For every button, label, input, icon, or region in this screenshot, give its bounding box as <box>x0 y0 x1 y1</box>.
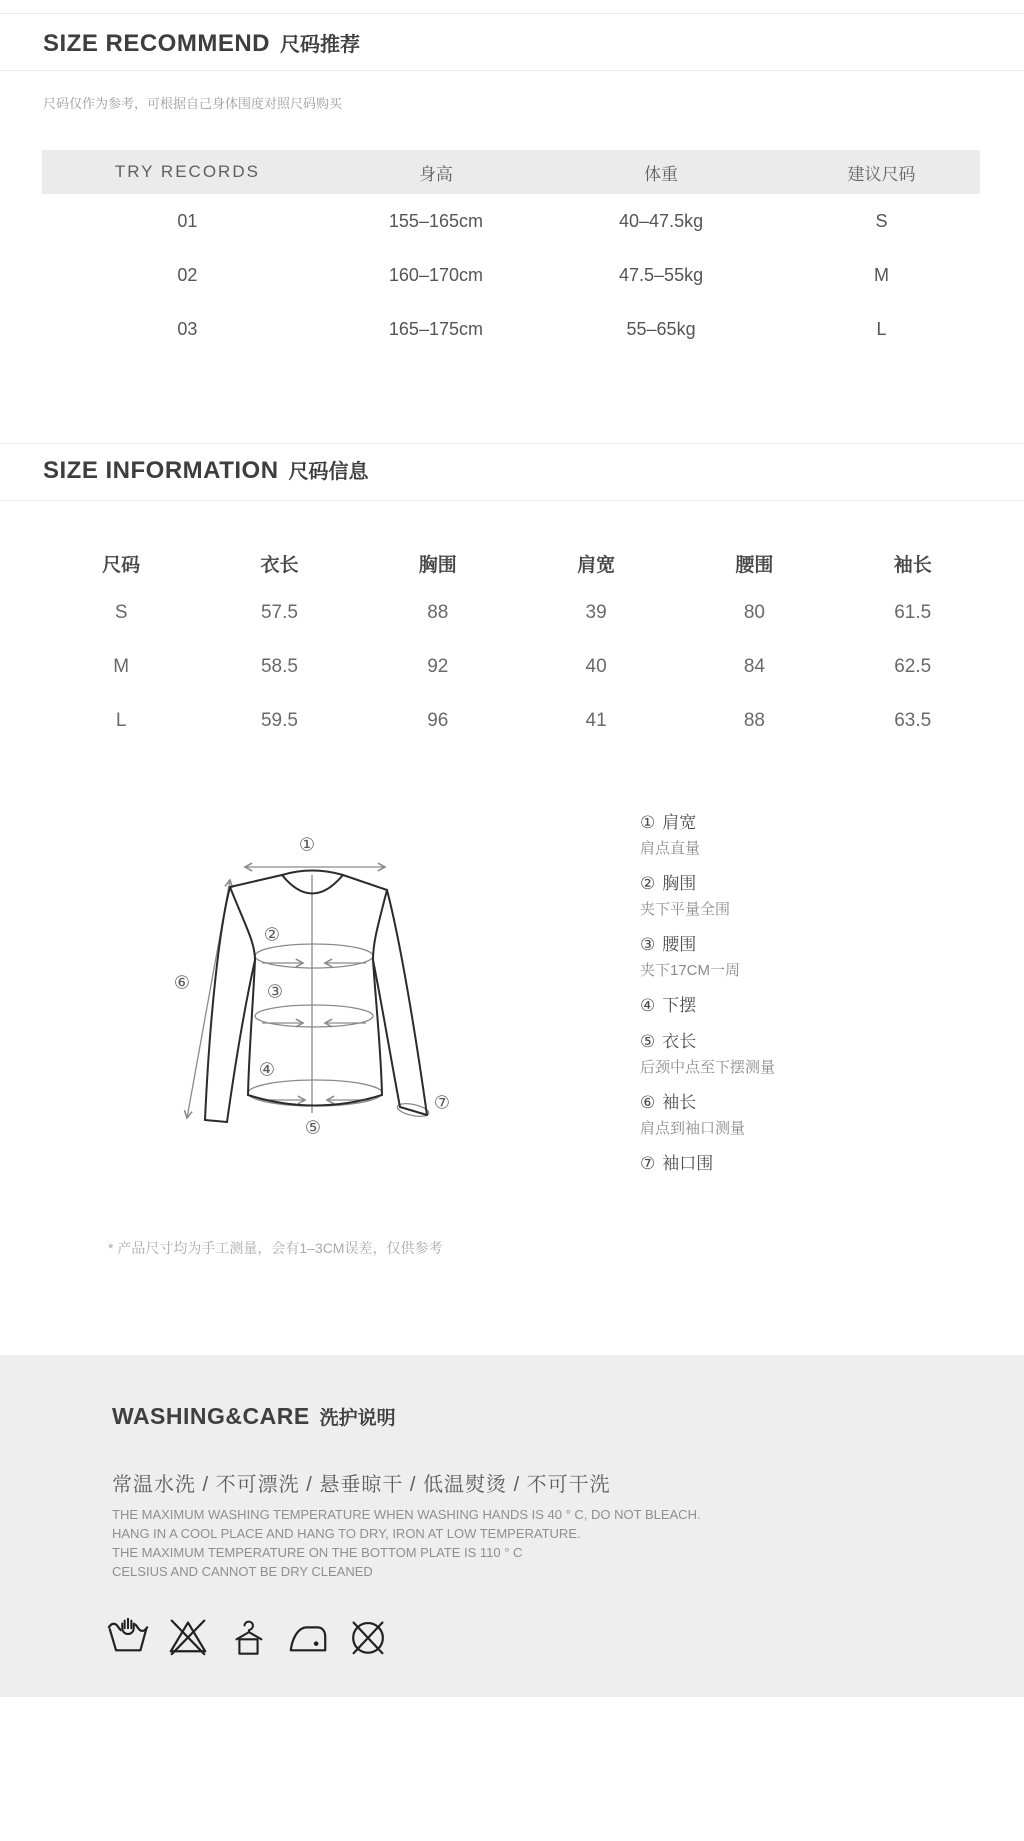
table-cell: 57.5 <box>260 602 298 623</box>
legend-num: ⑥ <box>640 1093 656 1112</box>
size-recommend-title-cn: 尺码推荐 <box>280 34 361 56</box>
size-information-title-cn: 尺码信息 <box>288 461 369 483</box>
legend-item <box>640 810 960 861</box>
legend-desc: 后颈中点至下摆测量 <box>640 1059 776 1076</box>
table-cell: L <box>115 710 127 731</box>
table-cell: S <box>114 602 128 623</box>
size-recommend-title-en: SIZE RECOMMEND <box>43 30 271 57</box>
table-header-cell: 胸围 <box>418 554 457 576</box>
legend-desc: 肩点直量 <box>640 840 701 857</box>
no-dry-clean-icon <box>346 1613 390 1657</box>
legend-desc: 夹下17CM一周 <box>640 962 741 979</box>
legend-num: ⑦ <box>640 1154 656 1173</box>
legend-item <box>640 1151 960 1177</box>
legend-label: 胸围 <box>662 874 697 893</box>
hand-wash-icon <box>106 1613 150 1657</box>
legend-item <box>640 871 960 922</box>
size-information-title <box>43 455 369 485</box>
diagram-marker-2: ② <box>263 924 281 945</box>
table-header-cell: 建议尺码 <box>847 164 916 184</box>
table-cell: 58.5 <box>260 656 298 677</box>
divider <box>0 500 1024 501</box>
care-instructions-en <box>112 1505 701 1581</box>
legend-num: ① <box>640 813 656 832</box>
table-cell: S <box>875 210 888 231</box>
iron-low-temp-icon <box>286 1613 330 1657</box>
table-cell: 02 <box>177 264 198 285</box>
table-cell: 39 <box>585 602 607 623</box>
care-line-en: CELSIUS AND CANNOT BE DRY CLEANED <box>112 1564 373 1579</box>
table-cell: 165–175cm <box>388 318 483 339</box>
legend-label: 衣长 <box>662 1032 697 1051</box>
table-row <box>42 194 980 248</box>
legend-item <box>640 993 960 1019</box>
table-cell: 62.5 <box>894 656 932 677</box>
washing-care-section <box>0 1355 1024 1697</box>
size-recommend-title <box>43 28 360 58</box>
table-cell: 55–65kg <box>626 318 696 339</box>
table-header-row <box>42 540 992 586</box>
care-line-en: THE MAXIMUM WASHING TEMPERATURE WHEN WASHING HANDS IS 40 ° C, DO NOT BLEACH. <box>112 1507 701 1522</box>
table-row <box>42 248 980 302</box>
table-cell: 96 <box>427 710 449 731</box>
table-header-cell: 尺码 <box>102 554 141 576</box>
legend-num: ② <box>640 874 656 893</box>
care-icons-row <box>106 1613 390 1657</box>
table-cell: 41 <box>585 710 607 731</box>
table-cell: 61.5 <box>894 602 932 623</box>
table-cell: M <box>873 264 889 285</box>
diagram-marker-6: ⑥ <box>173 972 191 993</box>
size-information-title-en: SIZE INFORMATION <box>43 457 279 484</box>
legend-desc: 夹下平量全围 <box>640 901 731 918</box>
diagram-marker-4: ④ <box>258 1059 276 1080</box>
legend-num: ④ <box>640 996 656 1015</box>
legend-item <box>640 932 960 983</box>
washing-care-title <box>112 1403 396 1430</box>
legend-item <box>640 1090 960 1141</box>
table-row <box>42 302 980 356</box>
table-cell: L <box>876 318 887 339</box>
care-instructions-cn: 常温水洗 / 不可漂洗 / 悬垂晾干 / 低温熨烫 / 不可干洗 <box>112 1474 611 1496</box>
table-header-row <box>42 150 980 194</box>
try-records-table <box>42 150 980 356</box>
table-cell: 92 <box>427 656 449 677</box>
table-header-cell: 腰围 <box>735 554 774 576</box>
care-line-en: HANG IN A COOL PLACE AND HANG TO DRY, IRON AT LOW TEMPERATURE. <box>112 1526 581 1541</box>
table-cell: 63.5 <box>894 710 932 731</box>
table-cell: 01 <box>177 210 198 231</box>
size-information-table <box>42 540 992 748</box>
legend-num: ⑤ <box>640 1032 656 1051</box>
legend-desc: 肩点到袖口测量 <box>640 1120 746 1137</box>
table-header-cell: TRY RECORDS <box>114 162 260 181</box>
table-cell: 47.5–55kg <box>619 264 704 285</box>
diagram-marker-5: ⑤ <box>304 1117 322 1138</box>
measurement-legend <box>640 810 960 1187</box>
table-header-cell: 身高 <box>418 164 453 184</box>
legend-label: 袖口围 <box>662 1154 714 1173</box>
table-header-cell: 肩宽 <box>577 554 616 576</box>
table-row <box>42 586 992 640</box>
no-bleach-icon <box>166 1613 210 1657</box>
table-cell: M <box>113 656 130 677</box>
table-cell: 03 <box>177 318 198 339</box>
table-cell: 40–47.5kg <box>619 210 704 231</box>
table-cell: 88 <box>427 602 449 623</box>
table-cell: 88 <box>743 710 765 731</box>
table-header-cell: 衣长 <box>260 554 299 576</box>
table-cell: 59.5 <box>260 710 298 731</box>
size-note: 尺码仅作为参考，可根据自己身体围度对照尺码购买 <box>43 96 343 111</box>
table-cell: 80 <box>743 602 765 623</box>
table-row <box>42 640 992 694</box>
legend-label: 下摆 <box>662 996 697 1015</box>
divider <box>0 443 1024 444</box>
care-line-en: THE MAXIMUM TEMPERATURE ON THE BOTTOM PLATE IS 110 ° C <box>112 1545 523 1560</box>
measurement-disclaimer: * 产品尺寸均为手工测量，会有1–3CM误差，仅供参考 <box>108 1240 443 1256</box>
table-cell: 84 <box>743 656 765 677</box>
diagram-marker-1: ① <box>298 834 316 855</box>
legend-label: 肩宽 <box>662 813 697 832</box>
washing-care-title-cn: 洗护说明 <box>319 1408 396 1429</box>
table-row <box>42 694 992 748</box>
hang-dry-icon <box>226 1613 270 1657</box>
legend-item <box>640 1029 960 1080</box>
legend-label: 腰围 <box>662 935 697 954</box>
table-cell: 155–165cm <box>388 210 483 231</box>
legend-num: ③ <box>640 935 656 954</box>
diagram-marker-7: ⑦ <box>433 1092 451 1113</box>
divider <box>0 70 1024 71</box>
legend-label: 袖长 <box>662 1093 697 1112</box>
table-cell: 160–170cm <box>388 264 483 285</box>
table-header-cell: 体重 <box>644 164 679 184</box>
divider <box>0 13 1024 14</box>
diagram-marker-3: ③ <box>266 981 284 1002</box>
table-cell: 40 <box>585 656 607 677</box>
washing-care-title-en: WASHING&CARE <box>112 1403 310 1429</box>
table-header-cell: 袖长 <box>893 554 932 576</box>
